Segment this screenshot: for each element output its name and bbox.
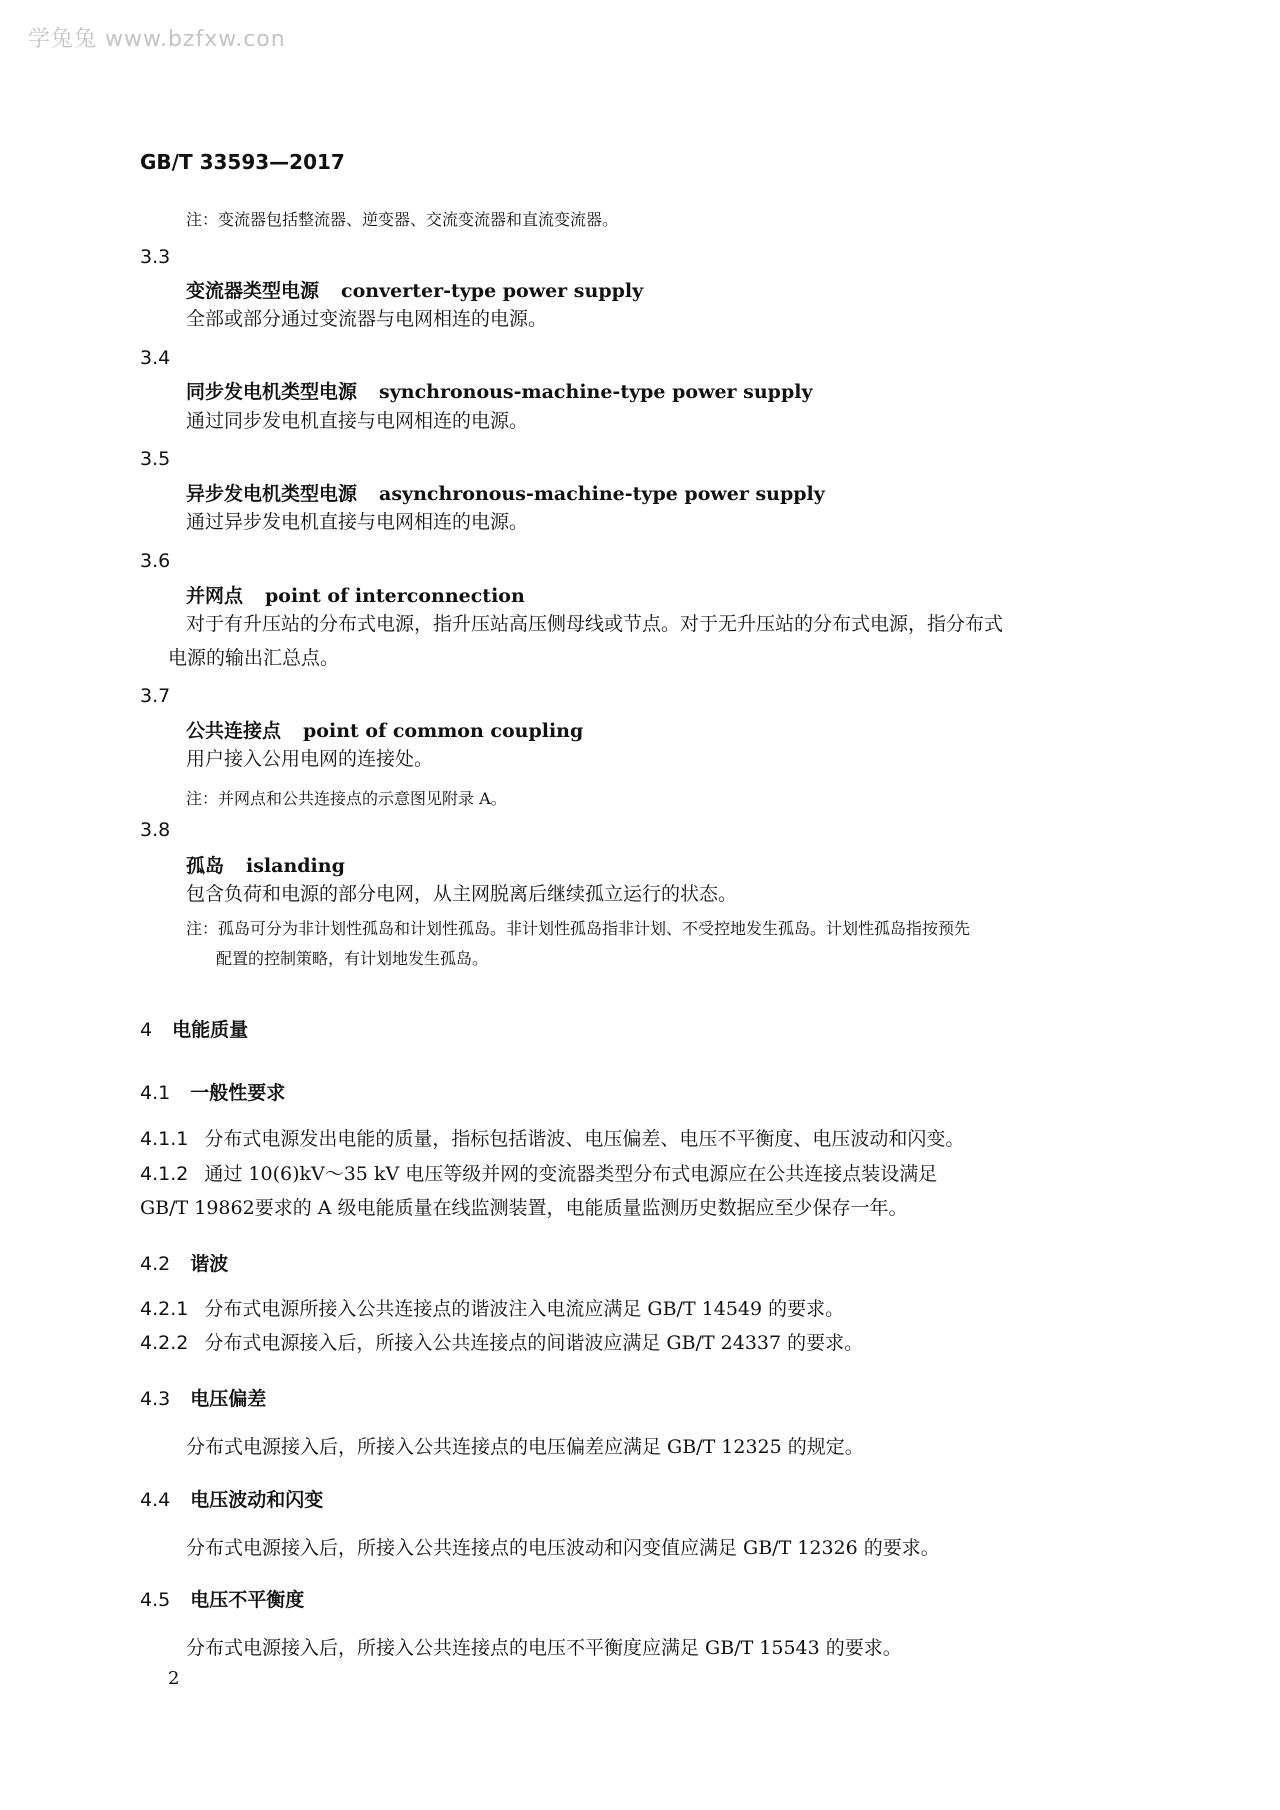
term-zh: 孤岛 bbox=[186, 855, 225, 877]
section-title: 一般性要求 bbox=[190, 1082, 286, 1104]
clause-text: 分布式电源发出电能的质量，指标包括谐波、电压偏差、电压不平衡度、电压波动和闪变。 bbox=[204, 1128, 965, 1150]
term-number: 3.7 bbox=[140, 685, 171, 707]
term-definition: 通过异步发电机直接与电网相连的电源。 bbox=[186, 511, 529, 533]
clause-text: 分布式电源所接入公共连接点的谐波注入电流应满足 GB/T 14549 的要求。 bbox=[204, 1298, 845, 1320]
paragraph: 分布式电源接入后，所接入公共连接点的电压波动和闪变值应满足 GB/T 12326 的要求。 bbox=[186, 1537, 940, 1559]
subsection-heading bbox=[140, 1585, 1136, 1612]
term-number: 3.5 bbox=[140, 448, 171, 470]
clause bbox=[140, 1157, 1136, 1191]
term-en: point of common coupling bbox=[303, 720, 584, 742]
subsection-heading bbox=[140, 1078, 1136, 1105]
clause bbox=[140, 1122, 1136, 1156]
section-heading bbox=[140, 1015, 1136, 1042]
term-heading bbox=[140, 581, 1182, 608]
clause-number: 4.2.2 bbox=[140, 1332, 189, 1354]
term-number: 3.8 bbox=[140, 819, 171, 841]
paragraph: 分布式电源接入后，所接入公共连接点的电压偏差应满足 GB/T 12325 的规定。 bbox=[186, 1436, 864, 1458]
term-definition-cont: 电源的输出汇总点。 bbox=[168, 647, 340, 669]
term-definition: 用户接入公用电网的连接处。 bbox=[186, 748, 434, 770]
section-number: 4.2 bbox=[140, 1253, 171, 1275]
term-zh: 变流器类型电源 bbox=[186, 280, 320, 302]
section-number: 4 bbox=[140, 1019, 153, 1041]
term-definition: 全部或部分通过变流器与电网相连的电源。 bbox=[186, 308, 548, 330]
clause bbox=[140, 1326, 1136, 1360]
paragraph: 分布式电源接入后，所接入公共连接点的电压不平衡度应满足 GB/T 15543 的要求。 bbox=[186, 1637, 902, 1659]
term-heading bbox=[140, 479, 1182, 506]
term-number: 3.3 bbox=[140, 246, 171, 268]
section-title: 电能质量 bbox=[172, 1019, 249, 1041]
term-en: point of interconnection bbox=[265, 585, 525, 607]
term-en: asynchronous-machine-type power supply bbox=[379, 483, 825, 505]
watermark: 学兔兔 www.bzfxw.con bbox=[28, 27, 286, 52]
clause-text-cont: GB/T 19862要求的 A 级电能质量在线监测装置，电能质量监测历史数据应至少保存一年。 bbox=[140, 1197, 908, 1219]
note-islanding bbox=[140, 914, 1136, 974]
term-zh: 公共连接点 bbox=[186, 720, 282, 742]
term-number: 3.4 bbox=[140, 347, 171, 369]
section-number: 4.3 bbox=[140, 1388, 171, 1410]
section-title: 电压偏差 bbox=[190, 1388, 267, 1410]
clause-number: 4.2.1 bbox=[140, 1298, 189, 1320]
document-header: GB/T 33593—2017 bbox=[140, 150, 345, 174]
clause-text: 分布式电源接入后，所接入公共连接点的间谐波应满足 GB/T 24337 的要求。 bbox=[204, 1332, 864, 1354]
term-en: islanding bbox=[246, 855, 345, 877]
clause bbox=[140, 1292, 1136, 1326]
note-converter: 注：变流器包括整流器、逆变器、交流变流器和直流变流器。 bbox=[186, 210, 619, 229]
term-heading bbox=[140, 716, 1182, 743]
clause-number: 4.1.2 bbox=[140, 1163, 189, 1185]
term-definition: 包含负荷和电源的部分电网，从主网脱离后继续孤立运行的状态。 bbox=[186, 883, 738, 905]
term-en: synchronous-machine-type power supply bbox=[379, 381, 813, 403]
note-line: 注：孤岛可分为非计划性孤岛和计划性孤岛。非计划性孤岛指非计划、不受控地发生孤岛。计划性孤岛指按预先 bbox=[186, 919, 971, 938]
section-title: 电压不平衡度 bbox=[190, 1589, 305, 1611]
term-number: 3.6 bbox=[140, 550, 171, 572]
term-definition: 通过同步发电机直接与电网相连的电源。 bbox=[186, 410, 529, 432]
term-zh: 同步发电机类型电源 bbox=[186, 381, 358, 403]
clause-text: 通过 10(6)kV～35 kV 电压等级并网的变流器类型分布式电源应在公共连接点装设满足 bbox=[204, 1163, 938, 1185]
term-zh: 并网点 bbox=[186, 585, 244, 607]
section-number: 4.1 bbox=[140, 1082, 171, 1104]
subsection-heading bbox=[140, 1485, 1136, 1512]
term-heading bbox=[140, 276, 1182, 303]
term-definition: 对于有升压站的分布式电源，指升压站高压侧母线或节点。对于无升压站的分布式电源，指分布式 bbox=[186, 613, 1004, 635]
section-title: 电压波动和闪变 bbox=[190, 1489, 324, 1511]
note-interconnection: 注：并网点和公共连接点的示意图见附录 A。 bbox=[186, 789, 507, 808]
section-title: 谐波 bbox=[190, 1253, 229, 1275]
term-zh: 异步发电机类型电源 bbox=[186, 483, 358, 505]
term-heading bbox=[140, 851, 1182, 878]
term-en: converter-type power supply bbox=[341, 280, 644, 302]
section-number: 4.4 bbox=[140, 1489, 171, 1511]
page-number: 2 bbox=[168, 1668, 180, 1689]
term-heading bbox=[140, 377, 1182, 404]
section-number: 4.5 bbox=[140, 1589, 171, 1611]
subsection-heading bbox=[140, 1249, 1136, 1276]
clause-number: 4.1.1 bbox=[140, 1128, 189, 1150]
note-line: 配置的控制策略，有计划地发生孤岛。 bbox=[216, 949, 489, 968]
subsection-heading bbox=[140, 1384, 1136, 1411]
